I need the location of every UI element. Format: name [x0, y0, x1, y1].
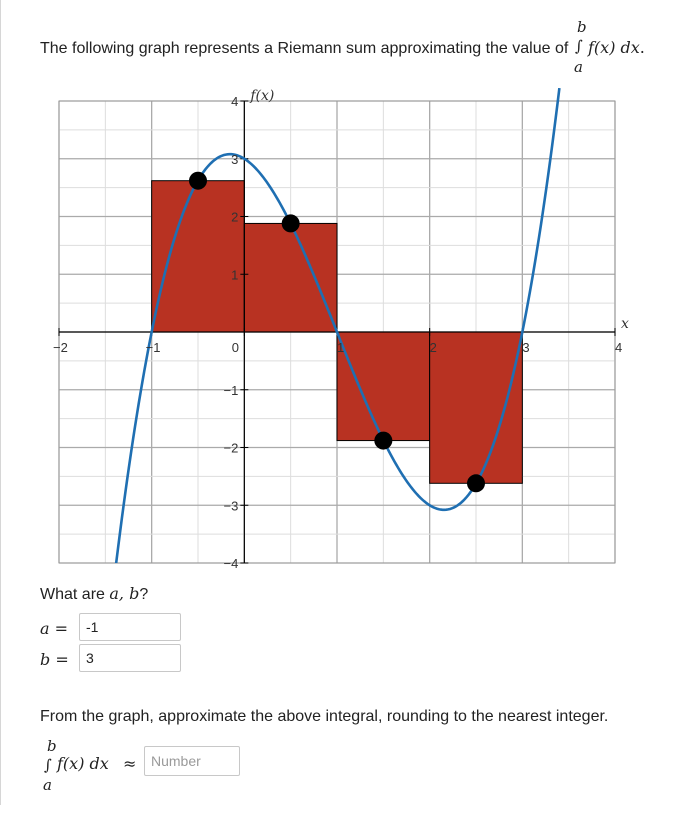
x-tick-label: 3 [522, 340, 530, 355]
y-tick-label: 3 [231, 151, 239, 167]
question-text [40, 40, 568, 58]
integrand: f(x) dx. [588, 38, 645, 57]
y-tick-label: −1 [223, 382, 239, 398]
tick-labels [53, 88, 629, 571]
x-tick-label: 4 [615, 340, 623, 355]
x-tick-label: −1 [145, 340, 161, 355]
final-integrand: f(x) dx [57, 754, 109, 773]
final-integral-sign: ∫ [44, 756, 52, 774]
riemann-sum-chart [40, 88, 630, 573]
y-axis-label: f(x) [250, 88, 275, 104]
y-tick-label: −3 [223, 498, 239, 514]
y-tick-label: 1 [231, 267, 239, 283]
integral-sign: ∫ [575, 37, 583, 55]
question-approximate: From the graph, approximate the above integral, rounding to the nearest integer. [40, 708, 609, 725]
x-tick-label: 1 [337, 340, 345, 355]
question-ab-vars: a, b [109, 584, 140, 603]
integral-upper-limit: b [577, 18, 587, 36]
integral-expression [570, 18, 660, 78]
sample-point [467, 474, 485, 492]
final-integral-upper-limit: b [47, 737, 57, 755]
y-tick-label: −2 [223, 440, 239, 456]
sample-point [374, 432, 392, 450]
sample-point [282, 214, 300, 232]
sample-point [189, 172, 207, 190]
approx-symbol: ≈ [123, 754, 137, 773]
riemann-rect [430, 332, 523, 483]
question-ab [40, 584, 148, 604]
riemann-rect [152, 181, 245, 332]
answer-label-b: b = [40, 650, 69, 669]
integral-lower-limit: a [574, 58, 583, 76]
x-tick-label: −2 [53, 340, 68, 355]
y-tick-label: 2 [231, 209, 239, 225]
riemann-rect [244, 223, 337, 332]
x-tick-label: 0 [231, 340, 239, 355]
left-border [0, 0, 1, 805]
number-input[interactable] [144, 746, 240, 776]
x-axis-label: x [621, 316, 629, 332]
answer-label-a: a = [40, 619, 69, 638]
answer-input-b[interactable] [79, 644, 181, 672]
question-prefix: The following graph represents a Riemann sum approximating the value of [40, 40, 569, 57]
question-ab-text: What are [40, 586, 105, 603]
question-ab-suffix: ? [139, 586, 149, 603]
y-tick-label: 4 [231, 94, 239, 109]
answer-input-a[interactable] [79, 613, 181, 641]
riemann-rect [337, 332, 430, 441]
y-tick-label: −4 [223, 556, 239, 571]
x-tick-label: 2 [429, 340, 437, 355]
final-integral-lower-limit: a [43, 776, 52, 794]
